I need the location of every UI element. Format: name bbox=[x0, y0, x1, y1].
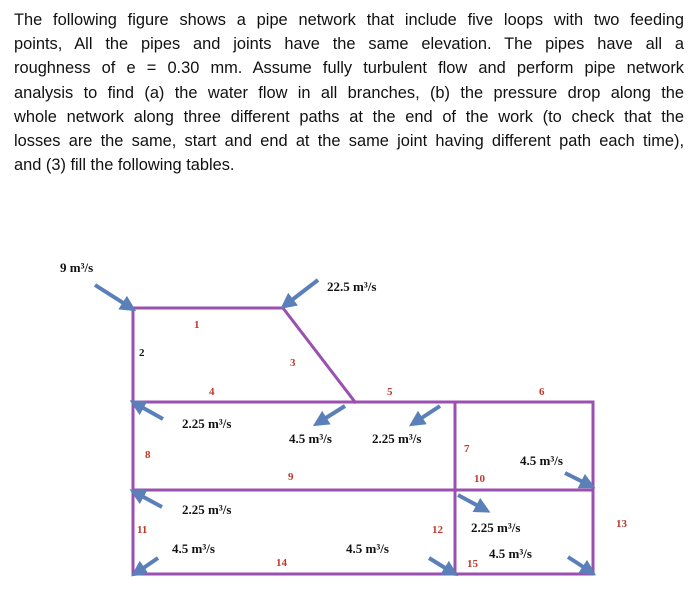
label-row2-right: 2.25 m³/s bbox=[471, 520, 521, 535]
pipe-number-10: 10 bbox=[474, 473, 485, 485]
pipe-number-2: 2 bbox=[139, 347, 145, 359]
arrow-row3-right bbox=[568, 557, 588, 570]
pipe-number-9: 9 bbox=[288, 471, 294, 483]
problem-line-7: and (3) fill the following tables. bbox=[14, 156, 235, 175]
arrow-row1-mid2 bbox=[417, 406, 440, 421]
label-row1-mid2: 2.25 m³/s bbox=[372, 431, 422, 446]
problem-line-1: The following figure shows a pipe network that include five loops with two feeding bbox=[14, 11, 684, 29]
problem-line-5: whole network along three different paths at the end of the work (to check that the bbox=[14, 107, 684, 126]
pipe-3 bbox=[283, 308, 355, 402]
pipe-number-3: 3 bbox=[290, 357, 296, 369]
label-inflow-left: 9 m³/s bbox=[60, 260, 94, 275]
label-row2-left: 2.25 m³/s bbox=[182, 502, 232, 517]
pipe-number-5: 5 bbox=[387, 386, 393, 398]
arrow-row1-left bbox=[138, 405, 163, 419]
pipe-number-8: 8 bbox=[145, 449, 151, 461]
pipe-number-15: 15 bbox=[467, 558, 478, 570]
arrow-row1-right bbox=[565, 473, 587, 484]
pipe-number-11: 11 bbox=[137, 524, 148, 536]
problem-line-4: analysis to find (a) the water flow in all branches, (b) the pressure drop along the bbox=[14, 83, 684, 102]
label-row3-right: 4.5 m³/s bbox=[489, 546, 532, 561]
arrow-row3-mid bbox=[429, 558, 450, 571]
pipe-number-1: 1 bbox=[194, 319, 200, 331]
label-row3-left: 4.5 m³/s bbox=[172, 541, 215, 556]
label-inflow-top: 22.5 m³/s bbox=[327, 279, 377, 294]
pipe-number-13: 13 bbox=[616, 518, 627, 530]
arrow-row2-left bbox=[138, 494, 162, 507]
label-row1-right: 4.5 m³/s bbox=[520, 453, 563, 468]
label-row3-mid: 4.5 m³/s bbox=[346, 541, 389, 556]
problem-line-2: points, All the pipes and joints have the same elevation. The pipes have all a bbox=[14, 35, 684, 54]
pipe-number-6: 6 bbox=[539, 386, 545, 398]
arrow-row2-right bbox=[458, 495, 482, 508]
pipe-number-14: 14 bbox=[276, 557, 287, 569]
pipe-number-4: 4 bbox=[209, 386, 215, 398]
arrow-row3-left bbox=[139, 558, 158, 571]
pipe-number-7: 7 bbox=[464, 443, 470, 455]
flow-labels bbox=[60, 260, 563, 561]
arrow-row1-mid bbox=[321, 406, 345, 421]
arrow-inflow-left bbox=[95, 285, 128, 306]
problem-line-3: roughness of e = 0.30 mm. Assume fully turbulent flow and perform pipe network bbox=[14, 59, 684, 78]
label-row1-left: 2.25 m³/s bbox=[182, 416, 232, 431]
problem-line-6: losses are the same, start and end at the same joint having different path each time), bbox=[14, 132, 684, 151]
label-row1-mid: 4.5 m³/s bbox=[289, 431, 332, 446]
pipe-number-12: 12 bbox=[432, 524, 443, 536]
arrow-inflow-top bbox=[288, 280, 318, 303]
pipes bbox=[133, 308, 593, 574]
